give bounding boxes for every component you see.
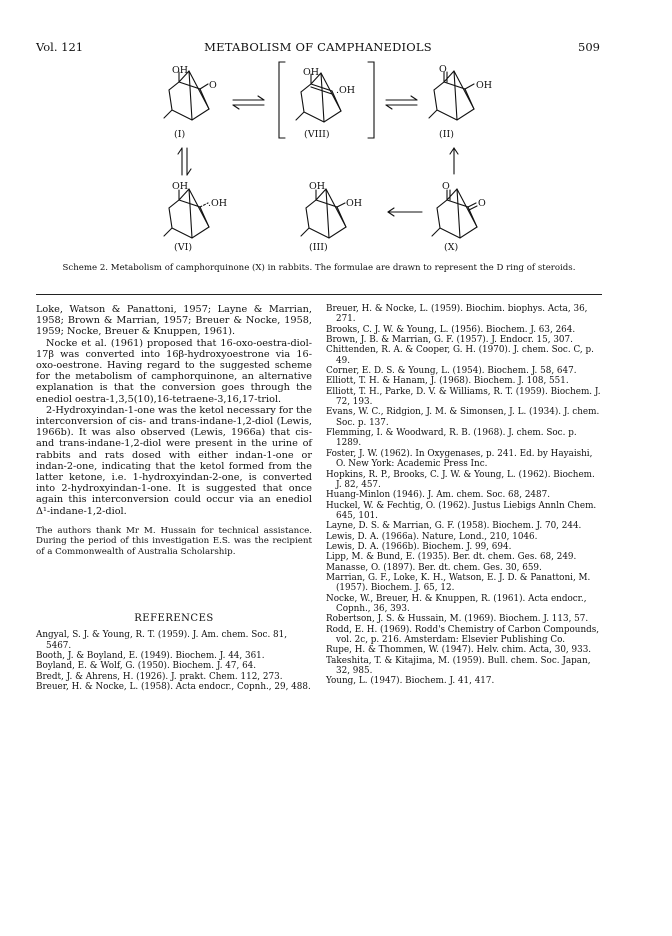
group-o-I: O <box>209 80 217 91</box>
reference-item: Lipp, M. & Bund, E. (1935). Ber. dt. chem. Ges. 68, 249. <box>326 552 577 563</box>
reference-item: Rupe, H. & Thommen, W. (1947). Helv. chim. Acta, 30, 933. <box>326 645 592 656</box>
label-X: (X) <box>444 242 459 253</box>
label-I: (I) <box>174 129 186 140</box>
reference-item: Marrian, G. F., Loke, K. H., Watson, E. J. D. & Panattoni, M. (1957). Biochem. J. 65, 12. <box>326 572 591 594</box>
body-paragraph: Loke, Watson & Panattoni, 1957; Layne & Marrian, 1958; Brown & Marrian, 1957; Breuer & Nocke, 1958, 1959; Nocke, Breuer & Knuppen, 1961). <box>36 304 312 338</box>
reference-item: Bredt, J. & Ahrens, H. (1926). J. prakt. Chem. 112, 273. <box>36 671 283 682</box>
volume-number: Vol. 121 <box>36 40 84 54</box>
group-oh-VI-right: .OH <box>208 198 228 209</box>
page-number: 509 <box>578 40 600 54</box>
group-oh-II: OH <box>476 80 493 91</box>
reference-item: Breuer, H. & Nocke, L. (1959). Biochim. biophys. Acta, 36, 271. <box>326 304 588 325</box>
body-paragraph: 2-Hydroxyindan-1-one was the ketol necessary for the interconversion of cis- and trans-indane-1,2-diol (Lewis, 1966b). It was also observed (Lewis, 1966a) that cis- and trans-indane-1,2-diol were present in the urine of rabbits and rats dosed with either indan-1-one or indan-2-one, indicating that the ketol formed from the latter ketone, i.e. 1-hydroxyindan-2-one, is converted into 2-hydroxyindan-1-one. It is suggested that once again this interconversion could occur via an enediol Δ¹-indane-1,2-diol. <box>36 404 312 517</box>
reference-item: Foster, J. W. (1962). In Oxygenases, p. 241. Ed. by Hayaishi, O. New York: Academic Press Inc. <box>326 448 593 470</box>
equilibrium-arrow-1 <box>233 96 264 109</box>
structure-X <box>432 189 477 238</box>
reference-item: Manasse, O. (1897). Ber. dt. chem. Ges. 30, 659. <box>326 562 542 573</box>
references-heading: REFERENCES <box>134 613 214 625</box>
reference-item: Huang-Minlon (1946). J. Am. chem. Soc. 68, 2487. <box>326 490 551 501</box>
structure-VI <box>164 189 209 238</box>
reference-item: Brooks, C. J. W. & Young, L. (1956). Biochem. J. 63, 264. <box>326 324 576 335</box>
group-oh-VIII-top: OH <box>303 67 320 78</box>
reference-item: Brown, J. B. & Marrian, G. F. (1957). J. Endocr. 15, 307. <box>326 335 573 346</box>
group-o-II: O <box>439 64 447 75</box>
reference-item: Lewis, D. A. (1966b). Biochem. J. 99, 694. <box>326 541 512 552</box>
label-III: (III) <box>309 242 328 253</box>
arrow-X-to-II <box>450 148 458 174</box>
reference-item: Breuer, H. & Nocke, L. (1958). Acta endocr., Copnh., 29, 488. <box>36 682 311 692</box>
scheme-caption: Scheme 2. Metabolism of camphorquinone (X) in rabbits. The formulae are drawn to represent the D ring of steroids. <box>62 263 576 273</box>
structure-III <box>301 189 346 238</box>
running-title: METABOLISM OF CAMPHANEDIOLS <box>204 40 432 54</box>
right-column <box>326 304 602 687</box>
body-paragraph: Nocke et al. (1961) proposed that 16-oxo-oestra-diol-17β was converted into 16β-hydroxyoestrone via 16-oxo-oestrone. Having regard to the suggested scheme for the metabolism of camphorquinone, an alternative explanation is that the conversion goes through the enediol oestra-1,3,5(10),16-tetraene-3,16,17-triol. <box>36 337 312 405</box>
reference-item: Evans, W. C., Ridgion, J. M. & Simonsen, J. L. (1934). J. chem. Soc. p. 137. <box>326 407 600 428</box>
group-oh-VI-top: OH <box>172 181 189 192</box>
label-VIII: (VIII) <box>304 129 330 140</box>
running-header <box>36 40 600 56</box>
reference-item: Huckel, W. & Fechtig, O. (1962). Justus Liebigs Annln Chem. 645, 101. <box>326 500 597 521</box>
reference-item: Chittenden, R. A. & Cooper, G. H. (1970). J. chem. Soc. C, p. 49. <box>326 345 594 366</box>
reference-item: Angyal, S. J. & Young, R. T. (1959). J. Am. chem. Soc. 81, 5467. <box>36 630 288 651</box>
reference-item: Flemming, I. & Woodward, R. B. (1968). J. chem. Soc. p. 1289. <box>326 428 577 449</box>
reference-item: Booth, J. & Boyland, E. (1949). Biochem. J. 44, 361. <box>36 650 265 661</box>
brackets <box>279 62 374 138</box>
group-oh-I: OH <box>172 65 189 76</box>
structure-I <box>164 71 209 120</box>
group-o-X-top: O <box>442 181 450 192</box>
arrow-X-to-III <box>388 208 422 216</box>
reference-item: Hopkins, R. P., Brooks, C. J. W. & Young, L. (1962). Biochem. J. 82, 457. <box>326 469 595 490</box>
reference-item: Young, L. (1947). Biochem. J. 41, 417. <box>326 676 495 687</box>
structure-VIII <box>296 73 341 122</box>
reaction-scheme <box>36 58 602 258</box>
acknowledgement: The authors thank Mr M. Hussain for technical assistance. During the period of this investigation E.S. was the recipient of a Commonwealth of Australia Scholarship. <box>36 525 312 557</box>
group-oh-III-right: OH <box>346 198 363 209</box>
group-o-X-right: O <box>478 198 486 209</box>
group-oh-VIII-right: .OH <box>336 85 356 96</box>
reference-item: Elliott, T. H., Parke, D. V. & Williams, R. T. (1959). Biochem. J. 72, 193. <box>326 386 601 408</box>
reference-item: Corner, E. D. S. & Young, L. (1954). Biochem. J. 58, 647. <box>326 366 577 377</box>
reference-item: Elliott, T. H. & Hanam, J. (1968). Biochem. J. 108, 551. <box>326 376 569 387</box>
left-column <box>36 304 312 692</box>
reference-item: Rodd, E. H. (1969). Rodd's Chemistry of Carbon Compounds, vol. 2c, p. 216. Amsterdam: Elsevier Publishing Co. <box>326 624 600 645</box>
equilibrium-arrow-vertical <box>178 148 191 175</box>
reference-item: Robertson, J. S. & Hussain, M. (1969). Biochem. J. 113, 57. <box>326 614 589 625</box>
structure-II <box>429 71 474 120</box>
reference-item: Layne, D. S. & Marrian, G. F. (1958). Biochem. J. 70, 244. <box>326 521 582 532</box>
divider-rule <box>36 294 602 295</box>
equilibrium-arrow-2 <box>386 96 417 109</box>
group-oh-III-top: OH <box>309 181 326 192</box>
reference-item: Lewis, D. A. (1966a). Nature, Lond., 210, 1046. <box>326 531 538 542</box>
label-VI: (VI) <box>174 242 193 253</box>
reference-item: Boyland, E. & Wolf, G. (1950). Biochem. J. 47, 64. <box>36 661 257 672</box>
reference-item: Nocke, W., Breuer, H. & Knuppen, R. (1961). Acta endocr., Copnh., 36, 393. <box>326 593 587 614</box>
reference-item: Takeshita, T. & Kitajima, M. (1959). Bull. chem. Soc. Japan, 32, 985. <box>326 655 591 677</box>
label-II: (II) <box>439 129 454 140</box>
